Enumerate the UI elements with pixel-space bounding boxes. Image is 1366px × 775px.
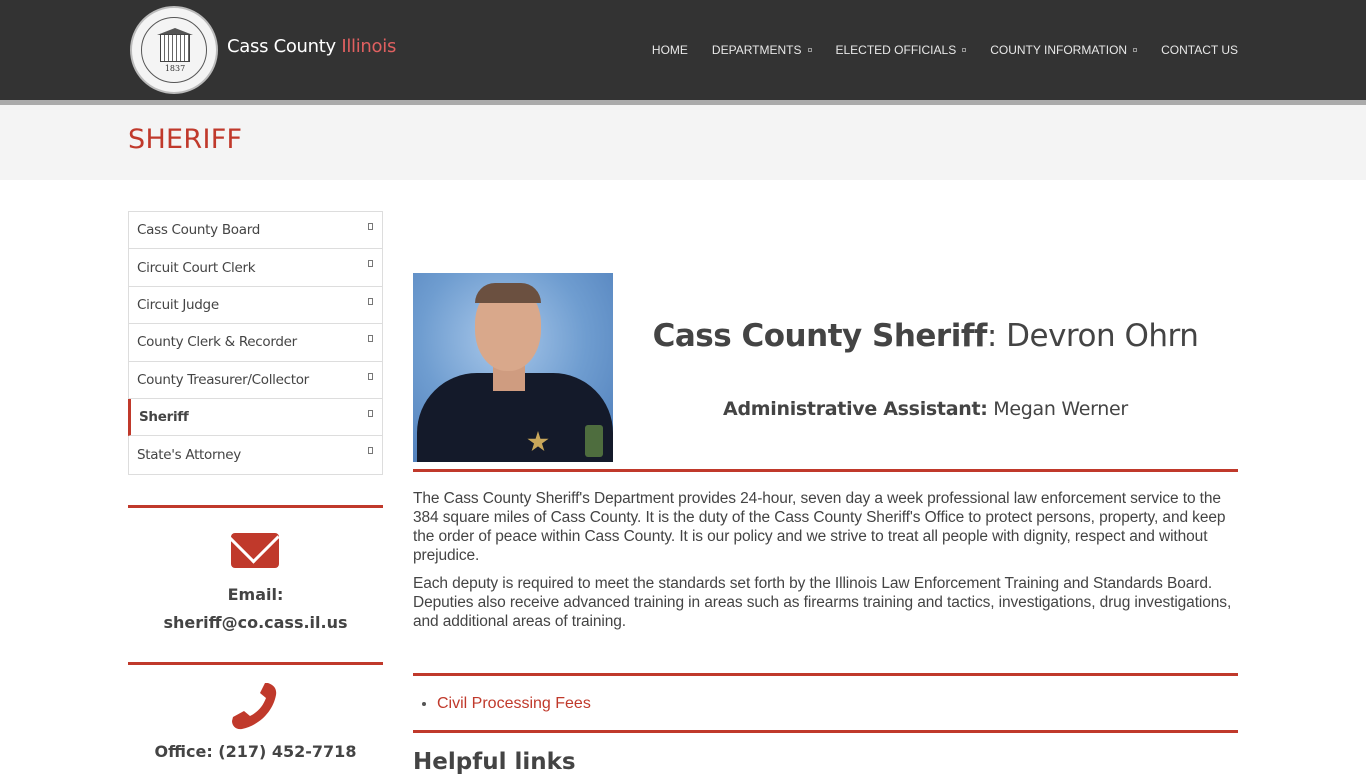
page-title: SHERIFF bbox=[128, 124, 243, 155]
civil-processing-fees-link[interactable]: Civil Processing Fees bbox=[437, 695, 591, 712]
sidebar-item-states-attorney[interactable] bbox=[129, 436, 382, 473]
sheriff-name-heading bbox=[613, 318, 1238, 354]
photo-hair bbox=[475, 283, 541, 303]
expand-icon bbox=[368, 373, 373, 380]
sidebar-menu bbox=[128, 211, 383, 475]
sidebar-item-label: Circuit Judge bbox=[137, 296, 219, 313]
nav-departments[interactable] bbox=[712, 43, 812, 57]
nav-elected-officials-label: ELECTED OFFICIALS bbox=[835, 43, 957, 57]
envelope-icon bbox=[231, 533, 279, 568]
sidebar-item-label: Circuit Court Clerk bbox=[137, 259, 256, 276]
email-label: Email: bbox=[227, 585, 284, 604]
nav-home-label: HOME bbox=[651, 43, 688, 57]
documents-list bbox=[437, 695, 591, 713]
nav-home[interactable] bbox=[652, 43, 688, 57]
training-paragraph: Each deputy is required to meet the standards set forth by the Illinois Law Enforcement Training and Standards Board. Deputies also receive advanced training in areas such as firearms training and tactics, investigations, drug investigations, and additional areas of training. bbox=[413, 575, 1232, 630]
divider-rule bbox=[413, 730, 1238, 733]
sidebar-item-county-treasurer[interactable] bbox=[129, 362, 382, 399]
site-title-accent: Illinois bbox=[341, 36, 397, 57]
sidebar-item-cass-county-board[interactable] bbox=[129, 212, 382, 249]
list-item bbox=[437, 695, 591, 713]
sidebar-item-circuit-court-clerk[interactable] bbox=[129, 249, 382, 286]
expand-icon bbox=[368, 260, 373, 267]
assistant-label: Administrative Assistant: bbox=[723, 398, 988, 420]
nav-county-information[interactable] bbox=[990, 43, 1137, 57]
nav-county-information-label: COUNTY INFORMATION bbox=[990, 43, 1128, 57]
dropdown-icon bbox=[962, 48, 966, 52]
sheriff-name: : Devron Ohrn bbox=[986, 318, 1199, 354]
shoulder-patch bbox=[585, 425, 603, 457]
helpful-links-heading: Helpful links bbox=[413, 749, 576, 775]
assistant-name: Megan Werner bbox=[987, 398, 1128, 420]
site-title-main: Cass County bbox=[227, 36, 336, 57]
phone-icon bbox=[230, 681, 280, 731]
nav-elected-officials[interactable] bbox=[836, 43, 967, 57]
site-title[interactable] bbox=[227, 36, 396, 57]
email-contact-box bbox=[128, 505, 383, 660]
expand-icon bbox=[368, 335, 373, 342]
phone-contact-box bbox=[128, 662, 383, 768]
site-header bbox=[0, 0, 1366, 100]
nav-departments-label: DEPARTMENTS bbox=[711, 43, 802, 57]
main-nav bbox=[652, 43, 1238, 57]
nav-contact-us[interactable] bbox=[1161, 43, 1238, 57]
sidebar-item-label: County Treasurer/Collector bbox=[137, 371, 309, 388]
nav-contact-us-label: CONTACT US bbox=[1161, 43, 1238, 57]
sheriff-title: Cass County Sheriff bbox=[652, 318, 987, 354]
office-phone[interactable]: Office: (217) 452-7718 bbox=[154, 742, 357, 761]
dropdown-icon bbox=[1133, 48, 1137, 52]
seal-building-icon bbox=[160, 34, 190, 62]
expand-icon bbox=[368, 447, 373, 454]
sheriff-photo bbox=[413, 273, 613, 462]
sidebar-item-label: County Clerk & Recorder bbox=[137, 334, 297, 351]
assistant-line bbox=[613, 398, 1238, 420]
sidebar-item-sheriff[interactable] bbox=[128, 399, 382, 436]
dropdown-icon bbox=[808, 48, 812, 52]
sidebar-item-label: Cass County Board bbox=[137, 222, 261, 239]
expand-icon bbox=[368, 410, 373, 417]
sidebar-item-county-clerk-recorder[interactable] bbox=[129, 324, 382, 361]
expand-icon bbox=[368, 298, 373, 305]
county-seal-logo[interactable] bbox=[130, 6, 218, 94]
expand-icon bbox=[368, 223, 373, 230]
seal-year: 1837 bbox=[164, 64, 186, 73]
seal-inner-ring bbox=[141, 17, 207, 83]
divider-rule bbox=[413, 673, 1238, 676]
divider-rule bbox=[413, 469, 1238, 472]
sidebar-item-circuit-judge[interactable] bbox=[129, 287, 382, 324]
intro-paragraph: The Cass County Sheriff's Department provides 24-hour, seven day a week professional law enforcement service to the 384 square miles of Cass County. It is the duty of the Cass County Sheriff's Office to protect persons, property, and keep the order of peace within Cass County. It is our policy and we strive to treat all people with dignity, respect and without prejudice. bbox=[413, 490, 1226, 564]
sidebar-item-label: State's Attorney bbox=[137, 447, 241, 464]
email-address-link[interactable]: sheriff@co.cass.il.us bbox=[163, 613, 348, 632]
sidebar-item-label: Sheriff bbox=[139, 409, 189, 426]
